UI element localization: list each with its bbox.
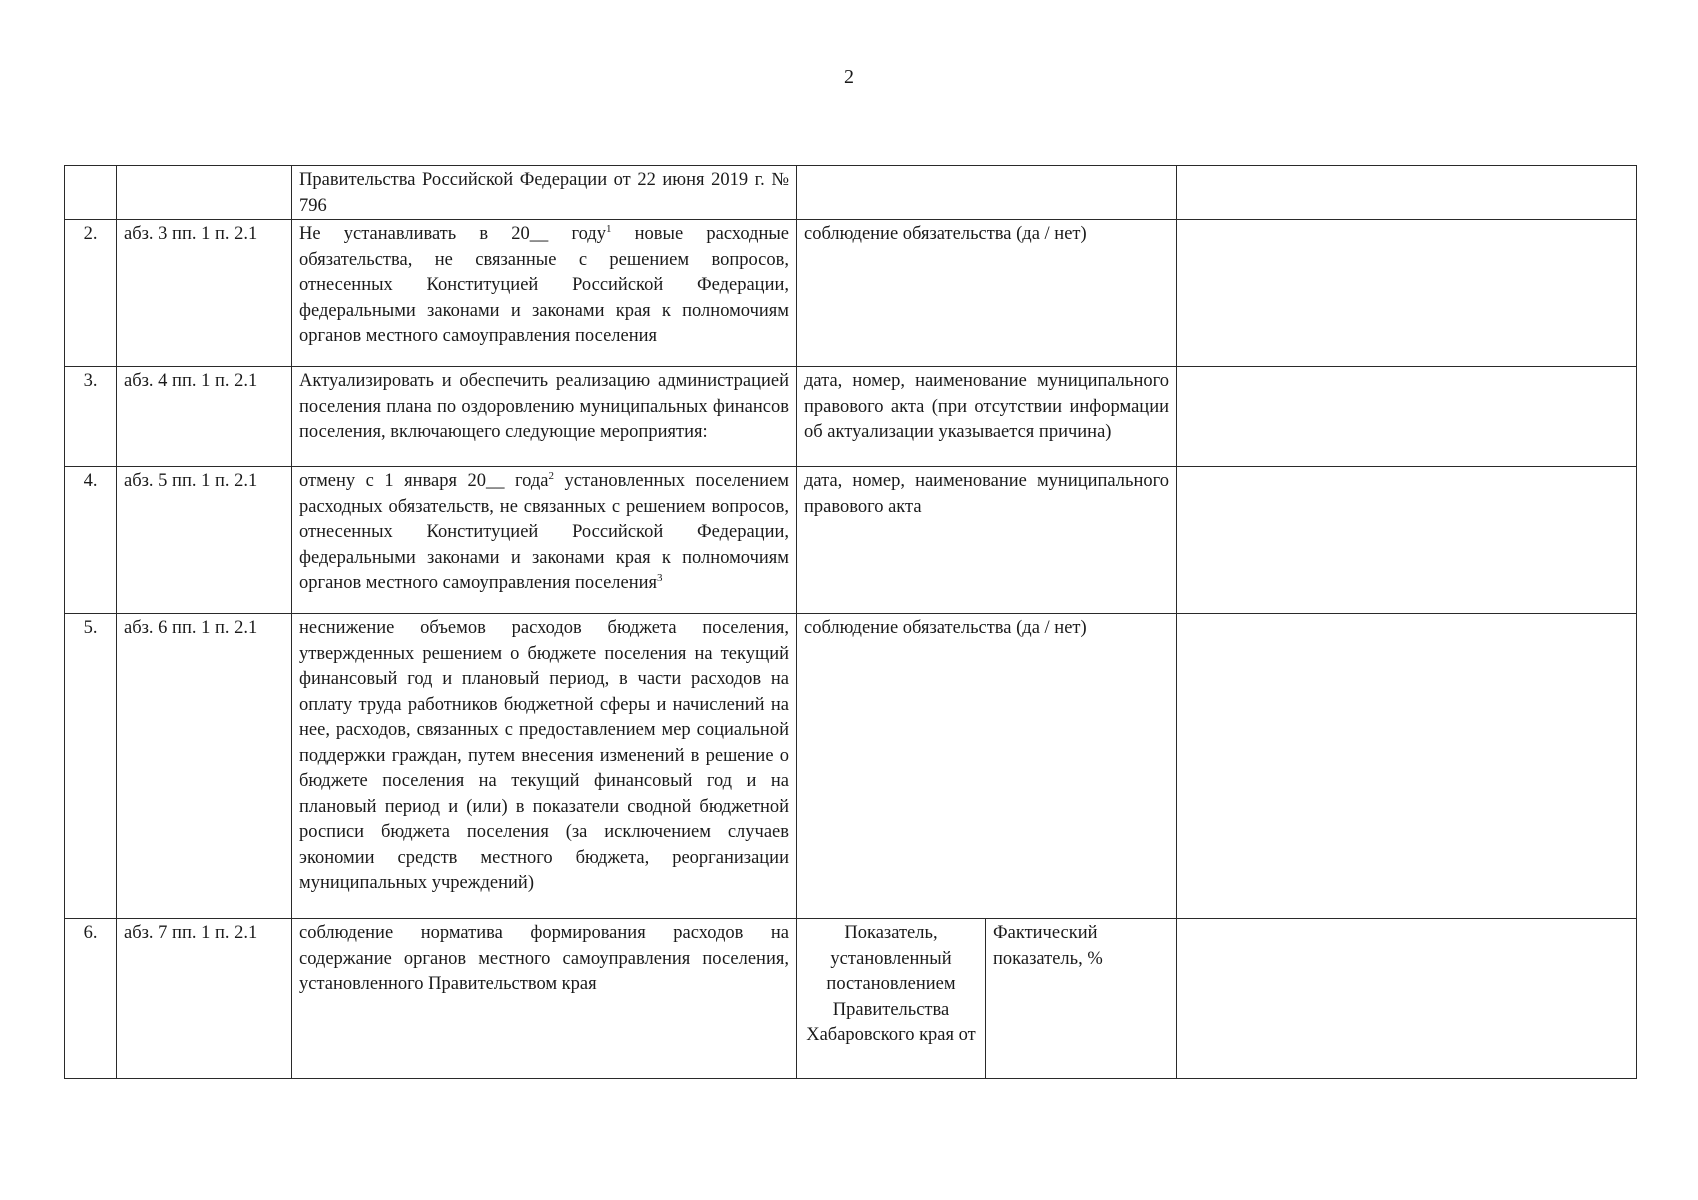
row-reference: абз. 3 пп. 1 п. 2.1: [117, 220, 292, 367]
text-part: отмену с 1 января 20__ года: [299, 471, 549, 491]
row-number: 5.: [65, 614, 117, 919]
row-number: 6.: [65, 919, 117, 1079]
table-row: [65, 367, 1637, 467]
row-value: [1177, 220, 1637, 367]
row-number: 3.: [65, 367, 117, 467]
row-indicator: дата, номер, наименование муниципального правового акта: [797, 467, 1177, 614]
row-value: [1177, 467, 1637, 614]
row-reference: абз. 5 пп. 1 п. 2.1: [117, 467, 292, 614]
row-value: [1177, 166, 1637, 220]
footnote-mark: 3: [657, 571, 663, 584]
requirements-table: [64, 165, 1637, 1079]
row-obligation-text: соблюдение норматива формирования расходов на содержание органов местного самоуправления поселения, установленного Правительством края: [292, 919, 797, 1079]
row-reference: абз. 6 пп. 1 п. 2.1: [117, 614, 292, 919]
row-value: [1177, 919, 1637, 1079]
table-row: [65, 614, 1637, 919]
row-reference: абз. 7 пп. 1 п. 2.1: [117, 919, 292, 1079]
table-row: [65, 919, 1637, 1079]
row-indicator-established: Показатель, установленный постановлением Правительства Хабаровского края от: [797, 919, 986, 1079]
row-indicator: соблюдение обязательства (да / нет): [797, 220, 1177, 367]
row-obligation-text: Правительства Российской Федерации от 22 июня 2019 г. № 796: [292, 166, 797, 220]
row-indicator: дата, номер, наименование муниципального правового акта (при отсутствии информации об актуализации указывается причина): [797, 367, 1177, 467]
table-row: [65, 467, 1637, 614]
footnote-mark: 2: [548, 469, 554, 482]
row-number: [65, 166, 117, 220]
row-obligation-text: неснижение объемов расходов бюджета поселения, утвержденных решением о бюджете поселения на текущий финансовый год и плановый период, в части расходов на оплату труда работников бюджетной сферы и начислений на нее, расходов, связанных с предоставлением мер социальной поддержки граждан, путем внесения изменений в решение о бюджете поселения на текущий финансовый год и на плановый период и (или) в показатели сводной бюджетной росписи бюджета поселения (за исключением случаев экономии средств местного бюджета, реорганизации муниципальных учреждений): [292, 614, 797, 919]
text-part: установленных поселением расходных обязательств, не связанных с решением вопросов, отнесенных Конституцией Российской Федерации, федеральными законами и законами края к полномочиям органов местного самоуправления поселения: [299, 471, 789, 593]
row-reference: [117, 166, 292, 220]
row-indicator: соблюдение обязательства (да / нет): [797, 614, 1177, 919]
row-reference: абз. 4 пп. 1 п. 2.1: [117, 367, 292, 467]
table-row: [65, 220, 1637, 367]
row-value: [1177, 614, 1637, 919]
page-number: 2: [844, 66, 854, 88]
text-part: новые расходные обязательства, не связанные с решением вопросов, отнесенных Конституцией Российской Федерации, федеральными законами и законами края к полномочиям органов местного самоуправления поселения: [299, 224, 790, 346]
table-row: [65, 166, 1637, 220]
row-number: 2.: [65, 220, 117, 367]
row-number: 4.: [65, 467, 117, 614]
row-obligation-text: [292, 220, 797, 367]
footnote-mark: 1: [605, 222, 612, 235]
text-part: Не устанавливать в 20__ году: [299, 224, 606, 244]
row-value: [1177, 367, 1637, 467]
row-obligation-text: [292, 467, 797, 614]
row-indicator-actual: Фактический показатель, %: [986, 919, 1177, 1079]
row-indicator: [797, 166, 1177, 220]
row-obligation-text: Актуализировать и обеспечить реализацию администрацией поселения плана по оздоровлению муниципальных финансов поселения, включающего следующие мероприятия:: [292, 367, 797, 467]
